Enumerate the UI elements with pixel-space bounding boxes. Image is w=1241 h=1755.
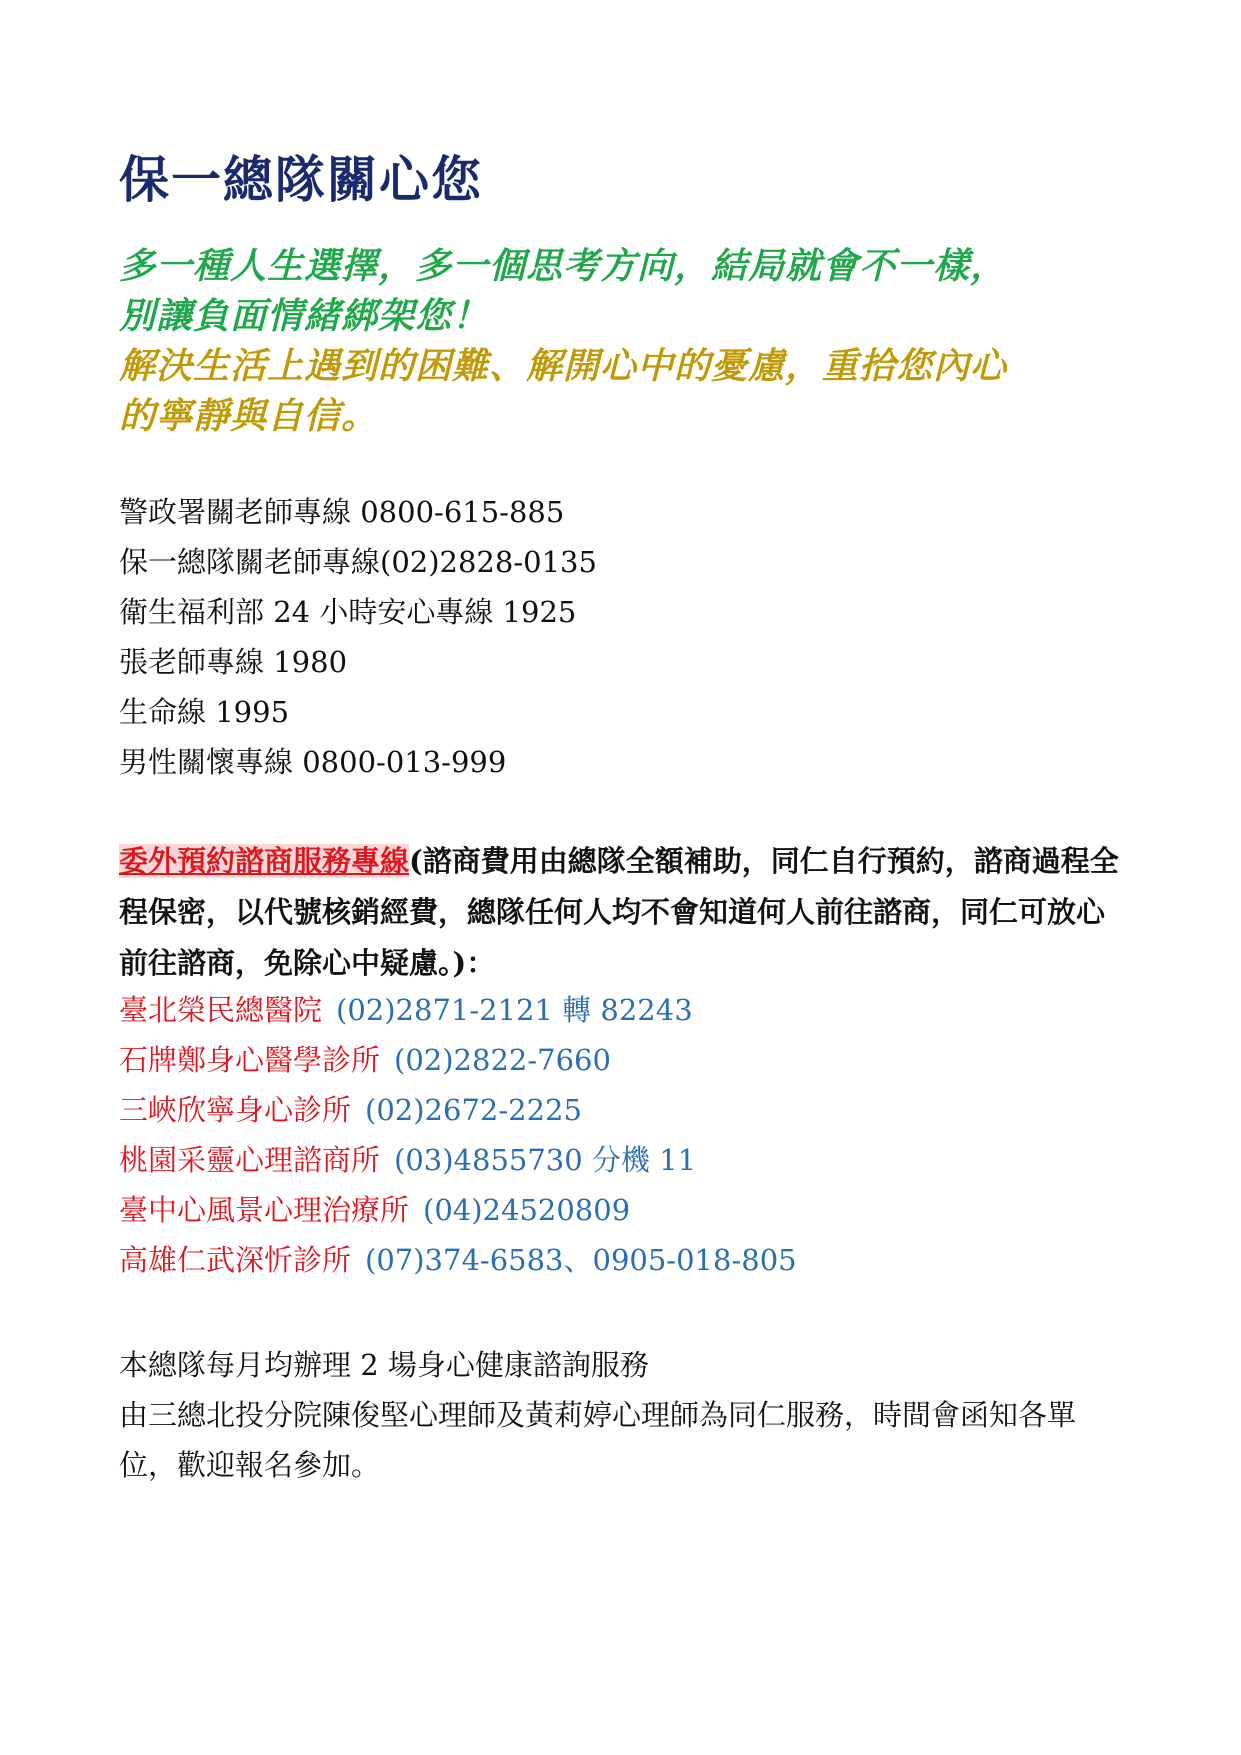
clinic-item: [119, 1088, 582, 1129]
clinic-item: [119, 1238, 797, 1279]
clinic-item: [119, 1038, 611, 1079]
slogan-line-2: 別讓負面情緒綁架您！: [119, 295, 490, 337]
slogan-line-4: 的寧靜與自信。: [119, 395, 379, 437]
clinic-name: 臺中心風景心理治療所: [119, 1193, 410, 1227]
clinic-item: [119, 988, 693, 1029]
hotline-item: 張老師專線 1980: [119, 645, 348, 679]
clinic-phone: (03)4855730 分機 11: [394, 1143, 697, 1177]
slogan-line-1: 多一種人生選擇，多一個思考方向，結局就會不一樣，: [119, 245, 1008, 287]
counseling-intro: [119, 836, 1129, 989]
clinic-phone: (07)374-6583、0905-018-805: [365, 1243, 797, 1277]
hotline-item: 生命線 1995: [119, 695, 290, 729]
clinic-name: 石牌鄭身心醫學診所: [119, 1043, 381, 1077]
slogan-line-3: 解決生活上遇到的困難、解開心中的憂慮，重拾您內心: [119, 345, 1008, 387]
service-line-2: 由三總北投分院陳俊堅心理師及黃莉婷心理師為同仁服務，時間會函知各單位，歡迎報名參加。: [119, 1398, 1077, 1482]
clinic-phone: (02)2672-2225: [365, 1093, 582, 1127]
clinic-phone: (04)24520809: [423, 1193, 631, 1227]
hotline-item: 衛生福利部 24 小時安心專線 1925: [119, 595, 577, 629]
service-line-1: 本總隊每月均辦理 2 場身心健康諮詢服務: [119, 1348, 649, 1382]
clinic-name: 三峽欣寧身心診所: [119, 1093, 352, 1127]
hotline-item: 男性關懷專線 0800-013-999: [119, 745, 507, 779]
counseling-description: (諮商費用由總隊全額補助，同仁自行預約，諮商過程全程保密，以代號核銷經費，總隊任何人均不會知道何人前往諮商，同仁可放心前往諮商，免除心中疑慮。)：: [119, 844, 1119, 980]
clinic-name: 桃園采靈心理諮商所: [119, 1143, 381, 1177]
counseling-label: 委外預約諮商服務專線: [119, 844, 410, 878]
clinic-phone: (02)2871-2121 轉 82243: [336, 993, 693, 1027]
clinic-item: [119, 1188, 630, 1229]
page-title: 保一總隊關心您: [119, 150, 483, 209]
hotline-item: 保一總隊關老師專線(02)2828-0135: [119, 545, 597, 579]
clinic-item: [119, 1138, 696, 1179]
clinic-name: 高雄仁武深忻診所: [119, 1243, 352, 1277]
clinic-phone: (02)2822-7660: [394, 1043, 611, 1077]
clinic-name: 臺北榮民總醫院: [119, 993, 323, 1027]
hotline-item: 警政署關老師專線 0800-615-885: [119, 495, 565, 529]
